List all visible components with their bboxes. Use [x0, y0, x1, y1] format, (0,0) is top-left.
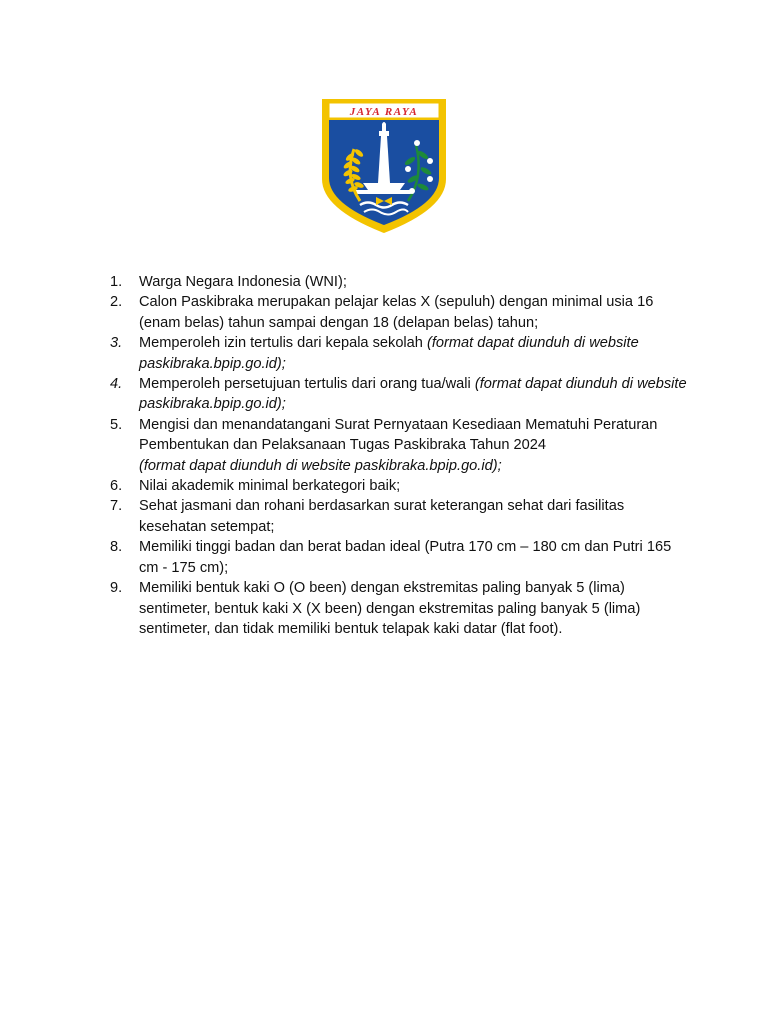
jakarta-emblem [320, 97, 448, 235]
item-text: Sehat jasmani dan rohani berdasarkan surat keterangan sehat dari fasilitas kesehatan setempat; [139, 498, 625, 535]
list-item [110, 578, 690, 639]
monas-base-lower [356, 190, 412, 194]
item-number: 4. [110, 376, 123, 393]
item-number: 9. [110, 580, 123, 597]
item-text: Memiliki tinggi badan dan berat badan ideal (Putra 170 cm – 180 cm dan Putri 165 cm - 175 cm); [139, 539, 672, 576]
list-item [110, 496, 690, 537]
requirements-list [110, 272, 690, 639]
item-text: Memperoleh izin tertulis dari kepala sekolah [139, 335, 427, 352]
item-text: Memiliki bentuk kaki O (O been) dengan ekstremitas paling banyak 5 (lima) sentimeter, bentuk kaki X (X been) dengan ekstremitas paling banyak 5 (lima) sentimeter, dan tidak memiliki bentuk telapak kaki datar (flat foot). [139, 580, 641, 637]
list-item [110, 333, 690, 374]
item-text: Warga Negara Indonesia (WNI); [139, 274, 347, 290]
list-item [110, 537, 690, 578]
item-number: 2. [110, 294, 123, 311]
emblem-motto: JAYA RAYA [349, 106, 419, 118]
item-note: (format dapat diunduh di website paskibraka.bpip.go.id); [139, 376, 687, 413]
monas-cup [379, 131, 389, 136]
monas-flame [382, 122, 386, 131]
item-number: 6. [110, 478, 123, 495]
item-number: 7. [110, 498, 123, 515]
item-note: (format dapat diunduh di website paskibraka.bpip.go.id); [139, 457, 502, 474]
item-note: (format dapat diunduh di website paskibraka.bpip.go.id); [139, 335, 639, 372]
item-number: 5. [110, 416, 123, 433]
item-number: 3. [110, 335, 123, 352]
item-text: Nilai akademik minimal berkategori baik; [139, 478, 401, 495]
list-item [110, 374, 690, 415]
item-text: Calon Paskibraka merupakan pelajar kelas X (sepuluh) dengan minimal usia 16 (enam belas) tahun sampai dengan 18 (delapan belas) tahun; [139, 294, 654, 331]
item-number: 8. [110, 539, 123, 556]
item-number: 1. [110, 274, 123, 290]
item-text: Memperoleh persetujuan tertulis dari orang tua/wali [139, 376, 475, 393]
list-item [110, 292, 690, 333]
list-item [110, 476, 690, 496]
monas-base [363, 183, 405, 190]
item-text: Mengisi dan menandatangani Surat Pernyataan Kesediaan Mematuhi Peraturan Pembentukan dan Pelaksanaan Tugas Paskibraka Tahun 2024 [139, 416, 658, 454]
list-item [110, 272, 690, 292]
list-item [110, 415, 690, 476]
